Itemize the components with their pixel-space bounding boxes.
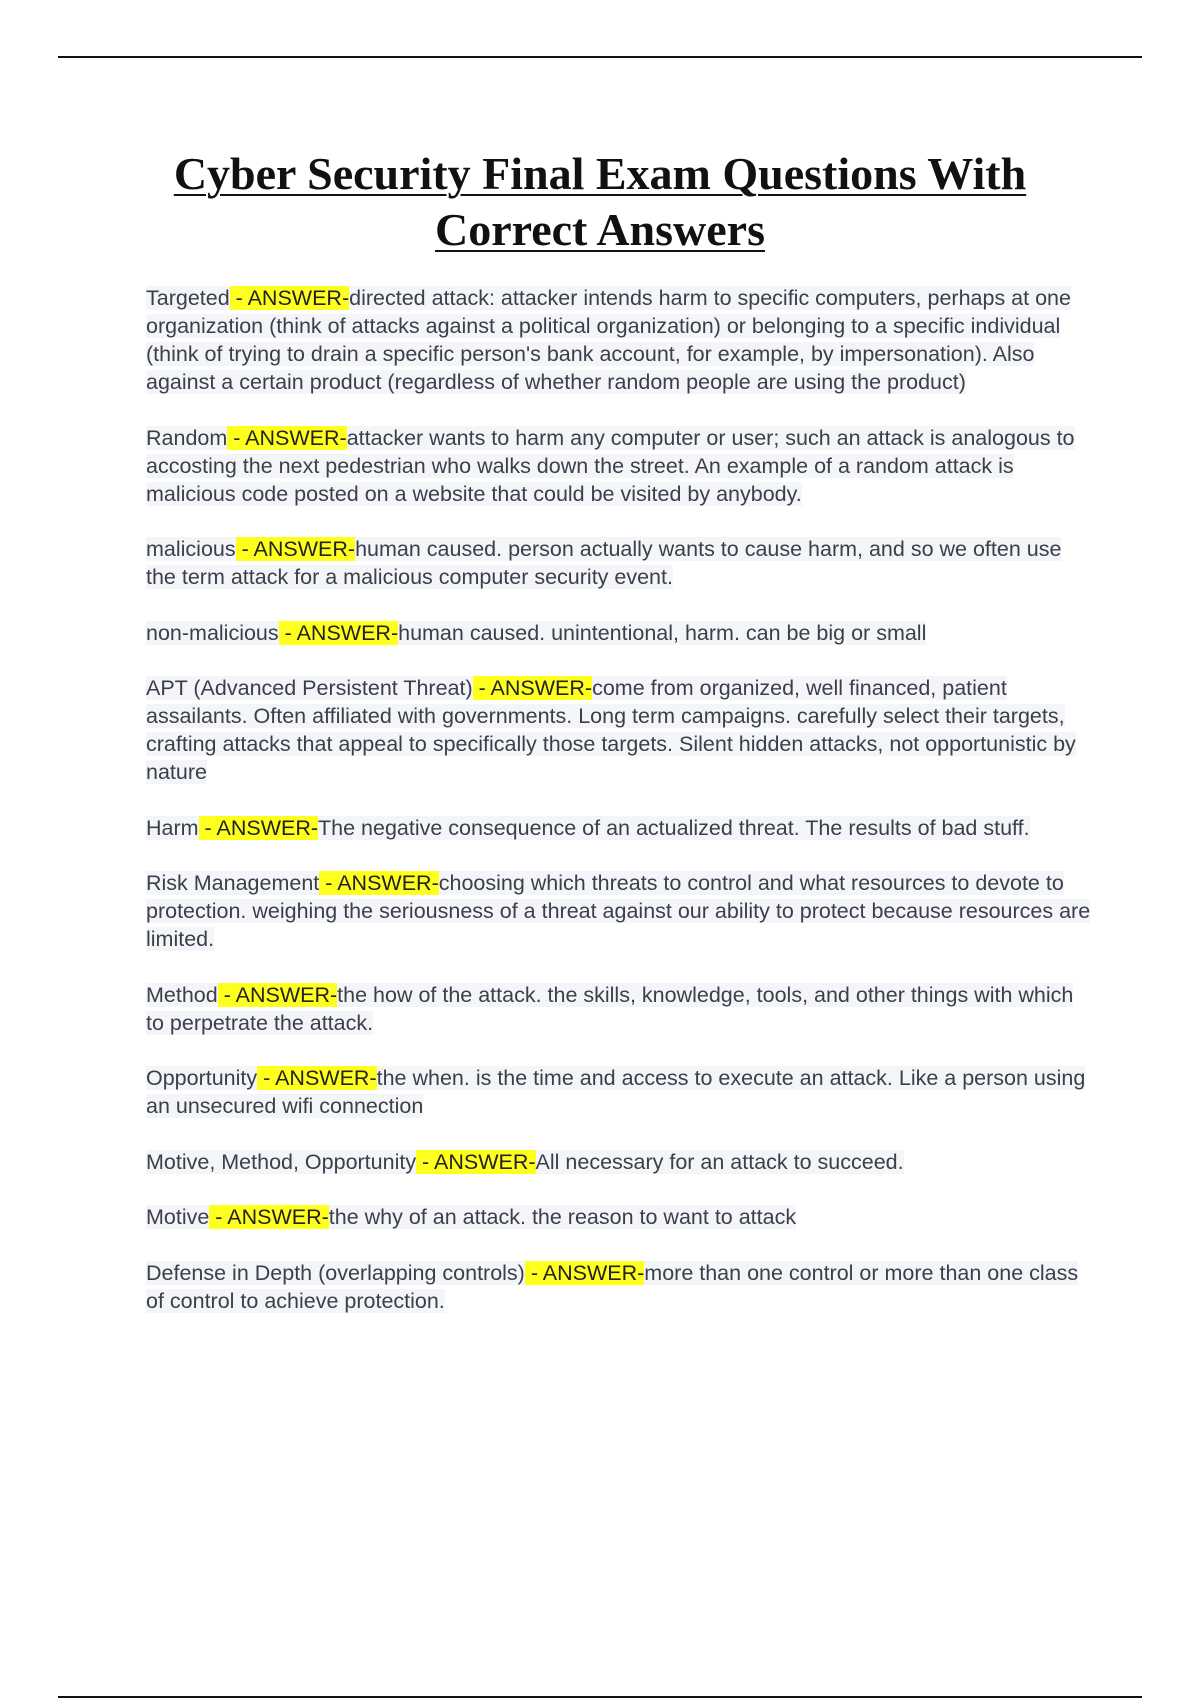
answer-marker: - ANSWER- [235, 537, 356, 561]
qa-answer: human caused. person actually wants to cause harm, and so we often use the term attack for a malicious computer security event. [146, 537, 1062, 589]
title-line-1 [100, 146, 1100, 202]
qa-term: Motive [146, 1205, 210, 1229]
bottom-rule [58, 1696, 1142, 1698]
qa-term: Harm [146, 815, 199, 840]
qa-term: Defense in Depth (overlapping controls) [146, 1260, 525, 1285]
qa-entry [146, 535, 1092, 591]
qa-entry [146, 869, 1092, 953]
qa-answer: choosing which threats to control and what resources to devote to protection. weighing the seriousness of a threat against our ability to protect because resources are limited. [146, 871, 1091, 951]
qa-entry [146, 1259, 1092, 1315]
top-rule [58, 56, 1142, 58]
qa-term: Motive, Method, Opportunity [146, 1149, 417, 1174]
qa-entry [146, 981, 1092, 1037]
qa-answer: The negative consequence of an actualized threat. The results of bad stuff. [318, 815, 1030, 840]
qa-entry [146, 1203, 1092, 1231]
page-title [100, 146, 1100, 258]
qa-term: Risk Management [146, 871, 320, 895]
answer-marker: - ANSWER- [198, 815, 319, 840]
qa-entry [146, 284, 1092, 396]
answer-marker: - ANSWER- [257, 1066, 377, 1090]
qa-term: Targeted [146, 286, 230, 310]
title-line-2 [100, 202, 1100, 258]
qa-answer: the why of an attack. the reason to want to attack [328, 1205, 797, 1229]
qa-entry [146, 674, 1092, 786]
answer-marker: - ANSWER- [416, 1149, 536, 1174]
qa-term: non-malicious [146, 620, 279, 645]
answer-marker: - ANSWER- [227, 425, 347, 450]
qa-entry [146, 424, 1092, 508]
qa-entry [146, 1064, 1092, 1120]
qa-answer: more than one control or more than one class of control to achieve protection. [146, 1260, 1079, 1313]
qa-term: Opportunity [146, 1066, 258, 1090]
qa-answer: the how of the attack. the skills, knowledge, tools, and other things with which to perpetrate the attack. [146, 982, 1074, 1035]
answer-marker: - ANSWER- [209, 1205, 329, 1229]
answer-marker: - ANSWER- [217, 982, 338, 1007]
qa-entry [146, 619, 1092, 647]
qa-term: malicious [146, 537, 236, 561]
title-line-2-text: Correct Answers [435, 204, 765, 255]
qa-list [146, 284, 1092, 1342]
answer-marker: - ANSWER- [524, 1260, 645, 1285]
qa-term: Method [146, 982, 218, 1007]
qa-answer: the when. is the time and access to execute an attack. Like a person using an unsecured wifi connection [146, 1066, 1086, 1118]
qa-answer: human caused. unintentional, harm. can be big or small [398, 620, 927, 645]
answer-marker: - ANSWER- [278, 620, 399, 645]
title-line-1-text: Cyber Security Final Exam Questions With [173, 148, 1027, 199]
qa-entry [146, 1148, 1092, 1176]
qa-term: Random [146, 425, 228, 450]
qa-answer: All necessary for an attack to succeed. [535, 1149, 904, 1174]
answer-marker: - ANSWER- [472, 676, 593, 700]
answer-marker: - ANSWER- [229, 286, 350, 310]
qa-term: APT (Advanced Persistent Threat) [146, 676, 473, 700]
answer-marker: - ANSWER- [319, 871, 439, 895]
qa-answer: come from organized, well financed, patient assailants. Often affiliated with governments. Long term campaigns. carefully select their targets, crafting attacks that appeal to specifically those targets. Silent hidden attacks, not opportunistic by nature [146, 676, 1076, 784]
qa-answer: directed attack: attacker intends harm to specific computers, perhaps at one organization (think of attacks against a political organization) or belonging to a specific individual (think of trying to drain a specific person's bank account, for example, by impersonation). Also against a certain product (regardless of whether random people are using the product) [146, 286, 1071, 394]
qa-answer: attacker wants to harm any computer or user; such an attack is analogous to accosting the next pedestrian who walks down the street. An example of a random attack is malicious code posted on a website that could be visited by anybody. [146, 425, 1075, 506]
qa-entry [146, 814, 1092, 842]
